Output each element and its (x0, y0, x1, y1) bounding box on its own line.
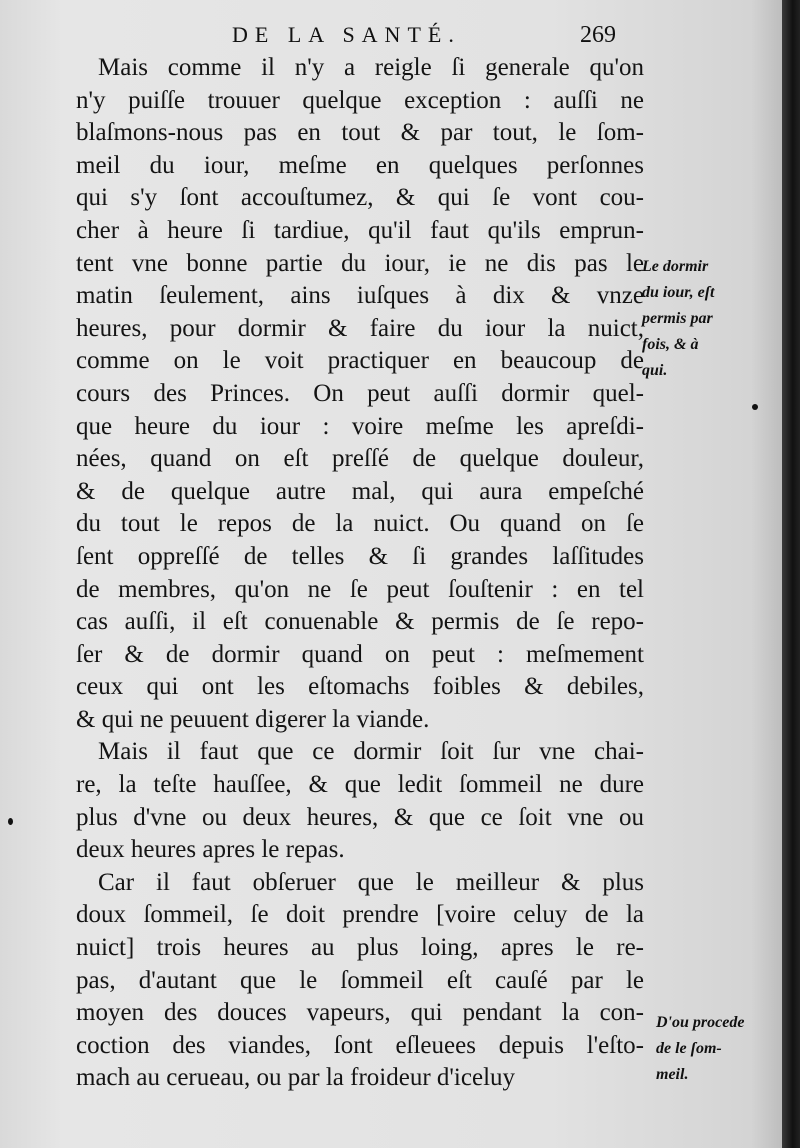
marginal-note-line: meil. (656, 1066, 689, 1083)
text-line: re, la teſte hauſſee, & que ledit ſommeil ne dure (76, 771, 644, 799)
text-line: coction des viandes, ſont eſleuees depuis l'eſto- (76, 1031, 644, 1059)
text-line: du tout le repos de la nuict. Ou quand on ſe (76, 510, 644, 538)
page-header (0, 22, 782, 52)
text-line: de membres, qu'on ne ſe peut ſouſtenir : en tel (76, 575, 644, 603)
marginal-note-line: de le ſom- (656, 1040, 722, 1057)
text-line: moyen des douces vapeurs, qui pendant la con- (76, 999, 644, 1027)
text-line: que heure du iour : voire meſme les apreſdi- (76, 412, 644, 440)
text-line: deux heures apres le repas. (76, 836, 345, 864)
text-line: ſer & de dormir quand on peut : meſmement (76, 640, 644, 668)
text-line: heures, pour dormir & faire du iour la nuict, (76, 314, 644, 342)
text-line: tent vne bonne partie du iour, ie ne dis pas le (76, 249, 644, 277)
marginal-note-line: D'ou procede (656, 1014, 745, 1031)
text-line: ſent oppreſſé de telles & ſi grandes laſſitudes (76, 542, 644, 570)
text-line: cas auſſi, il eſt conuenable & permis de ſe repo- (76, 608, 644, 636)
marginal-note-line: qui. (642, 362, 668, 379)
text-line: & de quelque autre mal, qui aura empeſché (76, 477, 644, 505)
text-line: cours des Princes. On peut auſſi dormir quel- (76, 379, 644, 407)
page-edge-shadow (782, 0, 800, 1148)
text-line: ceux qui ont les eſtomachs foibles & debiles, (76, 673, 644, 701)
page-number: 269 (580, 22, 616, 48)
text-line: comme on le voit practiquer en beaucoup de (76, 347, 644, 375)
text-line: pas, d'autant que le ſommeil eſt cauſé par le (76, 966, 644, 994)
marginal-note-line: Le dormir (642, 258, 709, 275)
text-line: meil du iour, meſme en quelques perſonnes (76, 151, 644, 179)
ink-speck (8, 818, 13, 825)
marginal-note-sommeil (656, 1010, 774, 1088)
text-line: n'y puiſſe trouuer quelque exception : auſſi ne (76, 86, 644, 114)
ink-speck (752, 404, 758, 410)
text-line: blaſmons-nous pas en tout & par tout, le ſom- (76, 119, 644, 147)
paragraph (76, 867, 644, 1095)
marginal-note-line: fois, & à (642, 336, 699, 353)
text-line: Car il faut obſeruer que le meilleur & plus (98, 868, 644, 896)
text-line: doux ſommeil, ſe doit prendre [voire celuy de la (76, 901, 644, 929)
text-line: nées, quand on eſt preſſé de quelque douleur, (76, 445, 644, 473)
text-line: Mais il faut que ce dormir ſoit ſur vne chai- (98, 738, 644, 766)
text-line: & qui ne peuuent digerer la viande. (76, 705, 430, 733)
text-line: matin ſeulement, ains iuſques à dix & vnze (76, 282, 644, 310)
paragraph (76, 52, 644, 736)
running-head: DE LA SANTÉ. (232, 22, 461, 47)
body-text (76, 52, 644, 1095)
text-line: mach au cerueau, ou par la froideur d'iceluy (76, 1064, 516, 1092)
paragraph (76, 736, 644, 866)
text-line: qui s'y ſont accouſtumez, & qui ſe vont cou- (76, 184, 644, 212)
text-line: nuict] trois heures au plus loing, apres le re- (76, 934, 644, 962)
text-line: plus d'vne ou deux heures, & que ce ſoit vne ou (76, 803, 644, 831)
text-line: cher à heure ſi tardiue, qu'il faut qu'ils emprun- (76, 216, 644, 244)
marginal-note-line: permis par (642, 310, 713, 327)
marginal-note-line: du iour, eſt (642, 284, 715, 301)
marginal-note-dormir (642, 254, 760, 384)
text-line: Mais comme il n'y a reigle ſi generale qu'on (98, 54, 644, 81)
